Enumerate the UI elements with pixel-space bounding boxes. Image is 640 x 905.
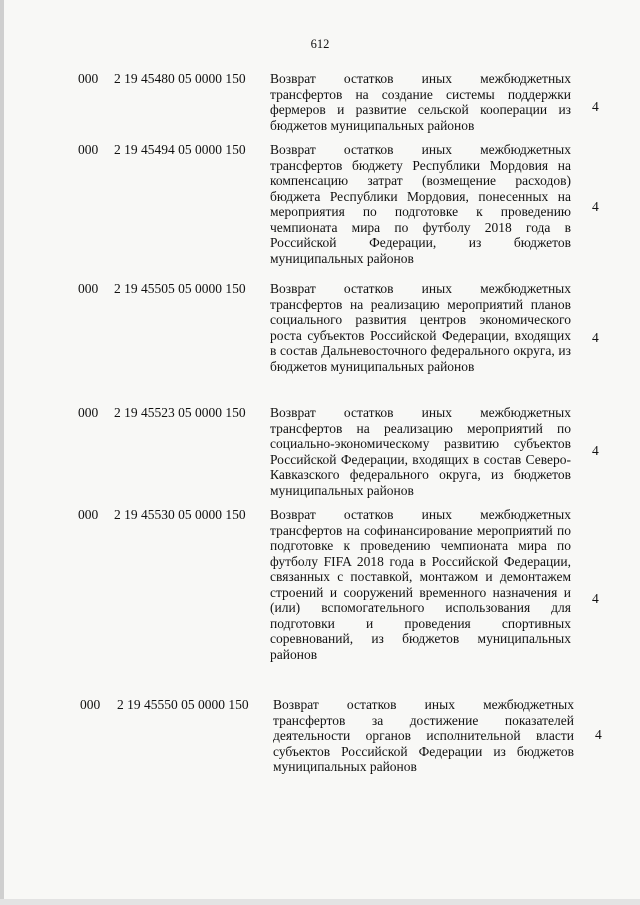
row-description: Возврат остатков иных межбюджетных трансфертов на реализацию мероприятий планов социального развития центров экономического роста субъектов Российской Федерации, входящих в состав Дальневосточного федерального округа, из бюджетов муниципальных районов	[270, 281, 571, 374]
budget-classification-code: 2 19 45530 05 0000 150	[114, 507, 246, 522]
budget-classification-code: 2 19 45523 05 0000 150	[114, 405, 246, 420]
row-description: Возврат остатков иных межбюджетных трансфертов на софинансирование мероприятий по подготовке к проведению чемпионата мира по футболу FIFA 2018 года в Российской Федерации, связанных с поставкой, монтажом и демонтажем строений и сооружений временного назначения и (или) вспомогательного использования для подготовки и проведения спортивных соревнований, из бюджетов муниципальных районов	[270, 507, 571, 662]
budget-classification-code: 2 19 45494 05 0000 150	[114, 142, 246, 157]
norm-value: 4	[592, 330, 599, 345]
norm-value: 4	[595, 727, 602, 742]
admin-code: 000	[78, 71, 99, 86]
admin-code: 000	[78, 507, 99, 522]
budget-classification-code: 2 19 45550 05 0000 150	[117, 697, 249, 712]
norm-value: 4	[592, 591, 599, 606]
norm-value: 4	[592, 199, 599, 214]
norm-value: 4	[592, 443, 599, 458]
admin-code: 000	[78, 142, 99, 157]
budget-classification-code: 2 19 45505 05 0000 150	[114, 281, 246, 296]
row-description: Возврат остатков иных межбюджетных трансфертов на создание системы поддержки фермеров и развитие сельской кооперации из бюджетов муниципальных районов	[270, 71, 571, 133]
admin-code: 000	[80, 697, 101, 712]
admin-code: 000	[78, 281, 99, 296]
budget-classification-code: 2 19 45480 05 0000 150	[114, 71, 246, 86]
row-description: Возврат остатков иных межбюджетных трансфертов бюджету Республики Мордовия на компенсацию затрат (возмещение расходов) бюджета Республики Мордовия, понесенных на мероприятия по подготовке к проведению чемпионата мира по футболу 2018 года в Российской Федерации, из бюджетов муниципальных районов	[270, 142, 571, 266]
row-description: Возврат остатков иных межбюджетных трансфертов за достижение показателей деятельности органов исполнительной власти субъектов Российской Федерации из бюджетов муниципальных районов	[273, 697, 574, 774]
norm-value: 4	[592, 99, 599, 114]
row-description: Возврат остатков иных межбюджетных трансфертов на реализацию мероприятий по социально-экономическому развитию субъектов Российской Федерации, входящих в состав Северо-Кавказского федерального округа, из бюджетов муниципальных районов	[270, 405, 571, 498]
scan-edge-bottom	[0, 899, 640, 905]
admin-code: 000	[78, 405, 99, 420]
scan-edge-left	[0, 0, 4, 905]
page-number: 612	[310, 37, 330, 51]
